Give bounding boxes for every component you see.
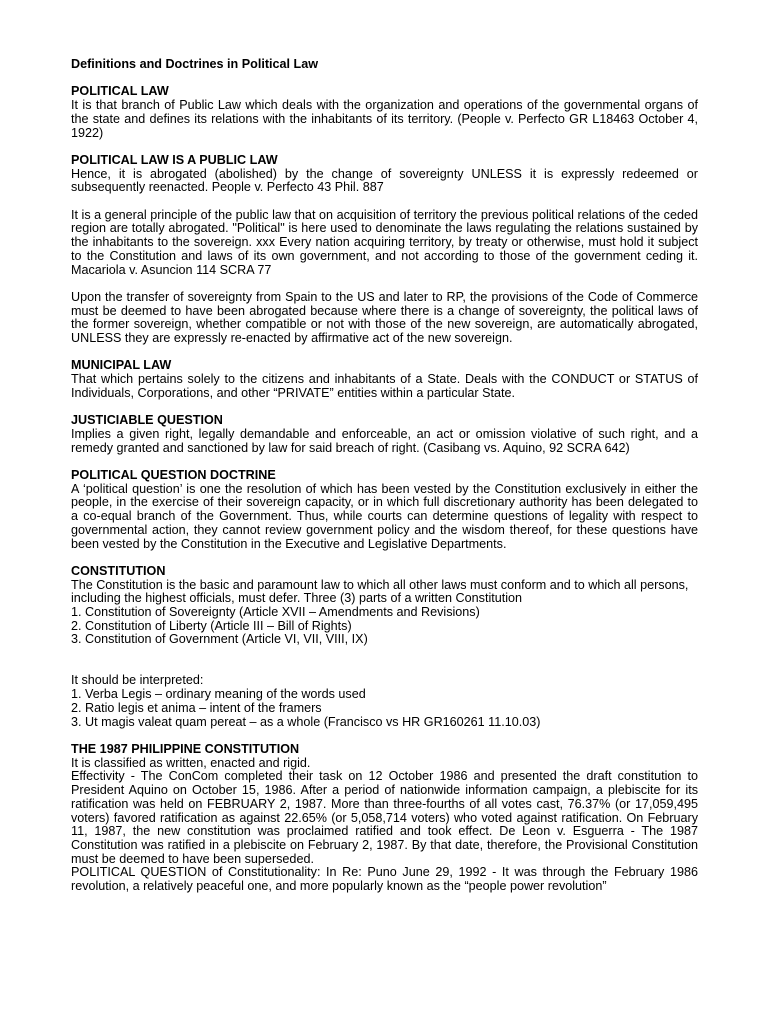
section-heading: MUNICIPAL LAW	[71, 358, 172, 373]
section-public-law	[71, 154, 698, 195]
section-heading: THE 1987 PHILIPPINE CONSTITUTION	[71, 741, 300, 756]
section-heading: POLITICAL LAW	[71, 84, 169, 99]
paragraph: That which pertains solely to the citizens and inhabitants of a State. Deals with the CONDUCT or STATUS of Individuals, Corporations, and other “PRIVATE” entities within a particular State.	[71, 372, 698, 400]
section-constitution	[71, 565, 698, 743]
paragraph: It is a general principle of the public law that on acquisition of territory the previous political relations of the ceded region are totally abrogated. "Political" is here used to denominate the laws regulating the relations sustained by the inhabitants to the sovereign. xxx Every nation acquiring territory, by treaty or otherwise, must hold it subject to the Constitution and laws of its own government, and not according to those of the government ceding it. Macariola v. Asuncion 114 SCRA 77	[71, 207, 698, 277]
blank-line	[71, 647, 698, 661]
section-heading: POLITICAL LAW IS A PUBLIC LAW	[71, 152, 278, 167]
paragraph: Implies a given right, legally demandable and enforceable, an act or omission violative of such right, and a remedy granted and sanctioned by law for said breach of right. (Casibang vs. Aquino, 92 SCRA 642)	[71, 426, 698, 455]
section-heading: POLITICAL QUESTION DOCTRINE	[71, 467, 276, 482]
document-title: Definitions and Doctrines in Political Law	[71, 57, 319, 71]
list-item: 1. Constitution of Sovereignty (Article XVII – Amendments and Revisions)	[71, 605, 480, 619]
document-page	[71, 58, 698, 894]
paragraph: It is classified as written, enacted and rigid.	[71, 755, 311, 770]
section-political-law	[71, 85, 698, 140]
section-1987-constitution	[71, 743, 698, 894]
section-heading: JUSTICIABLE QUESTION	[71, 413, 223, 428]
list-item: 2. Constitution of Liberty (Article III – Bill of Rights)	[71, 618, 352, 633]
list-item: 2. Ratio legis et anima – intent of the framers	[71, 700, 322, 715]
section-justiciable-question	[71, 414, 698, 455]
section-municipal-law	[71, 359, 698, 400]
blank-line	[71, 729, 698, 743]
paragraph: Hence, it is abrogated (abolished) by the change of sovereignty UNLESS it is expressly redeemed or subsequently reenacted. People v. Perfecto 43 Phil. 887	[71, 166, 698, 195]
paragraph: POLITICAL QUESTION of Constitutionality: In Re: Puno June 29, 1992 - It was through the February 1986 revolution, a relatively peaceful one, and more popularly known as the “people power revolution”	[71, 865, 698, 894]
section-political-question-doctrine	[71, 469, 698, 551]
paragraph: It is that branch of Public Law which deals with the organization and operations of the governmental organs of the state and defines its relations with the inhabitants of its territory. (People v. Perfecto GR L18463 October 4, 1922)	[71, 98, 698, 140]
paragraph: The Constitution is the basic and paramount law to which all other laws must conform and to which all persons, including the highest officials, must defer. Three (3) parts of a written Constitution	[71, 577, 689, 606]
paragraph: A ‘political question’ is one the resolution of which has been vested by the Constitution exclusively in either the people, in the exercise of their sovereign capacity, or in which full discretionary authority has been delegated to a co-equal branch of the Government. Thus, while courts can determine questions of legality with respect to governmental action, they cannot review government policy and the wisdom thereof, for these questions have been vested by the Constitution in the Executive and Legislative Departments.	[71, 481, 698, 551]
list-item: 3. Constitution of Government (Article VI, VII, VIII, IX)	[71, 632, 368, 647]
paragraph: Effectivity - The ConCom completed their task on 12 October 1986 and presented the draft constitution to President Aquino on October 15, 1986. After a period of nationwide information campaign, a plebiscite for its ratification was held on FEBRUARY 2, 1987. More than three-fourths of all votes cast, 76.37% (or 17,059,495 voters) favored ratification as against 22.65% (or 5,058,714 voters) who voted against ratification. On February 11, 1987, the new constitution was proclaimed ratified and took effect. De Leon v. Esguerra - The 1987 Constitution was ratified in a plebiscite on February 2, 1987. By that date, therefore, the Provisional Constitution must be deemed to have been superseded.	[71, 769, 698, 866]
list-item: 3. Ut magis valeat quam pereat – as a whole (Francisco vs HR GR160261 11.10.03)	[71, 714, 541, 729]
list-item: 1. Verba Legis – ordinary meaning of the words used	[71, 687, 366, 702]
blank-line	[71, 661, 698, 675]
section-heading: CONSTITUTION	[71, 563, 166, 578]
list-label: It should be interpreted:	[71, 673, 204, 688]
paragraph: Upon the transfer of sovereignty from Spain to the US and later to RP, the provisions of the Code of Commerce must be deemed to have been abrogated because where there is a change of sovereignty, the political laws of the former sovereign, whether compatible or not with those of the new sovereign, are automatically abrogated, UNLESS they are expressly re-enacted by affirmative act of the new sovereign.	[71, 289, 698, 345]
